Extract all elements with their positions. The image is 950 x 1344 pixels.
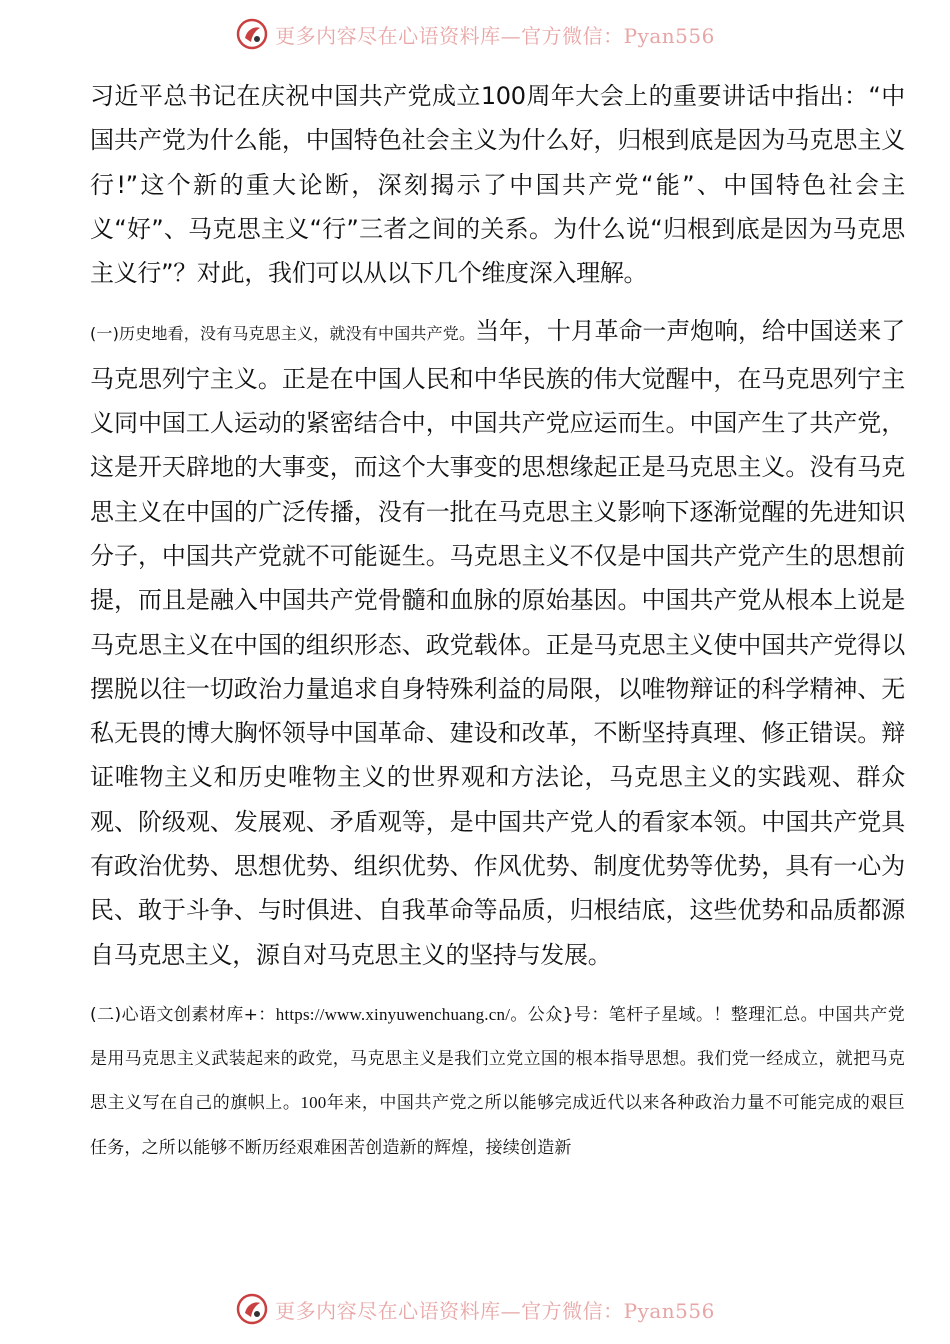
source-url-link: https://www.xinyuwenchuang.cn/ [275,1004,511,1024]
paragraph-theory-rest: 年来，中国共产党之所以能够完成近代以来各种政治力量不可能完成的艰巨任务，之所以能够不断历经艰难困苦创造新的辉煌，接续创造新 [90,1093,905,1158]
paragraph-theory [90,993,905,1170]
brand-logo-icon [235,1292,269,1326]
document-body [90,74,905,1170]
paragraph-theory-lead: (二)心语文创素材库+： [90,1004,276,1025]
header-banner [0,12,950,56]
brand-logo-icon [235,17,269,51]
footer-banner [0,1287,950,1331]
paragraph-history-body: 当年，十月革命一声炮响，给中国送来了马克思列宁主义。正是在中国人民和中华民族的伟大觉醒中，在马克思列宁主义同中国工人运动的紧密结合中，中国共产党应运而生。中国产生了共产党，这是开天辟地的大事变，而这个大事变的思想缘起正是马克思主义。没有马克思主义在中国的广泛传播，没有一批在马克思主义影响下逐渐觉醒的先进知识分子，中国共产党就不可能诞生。马克思主义不仅是中国共产党产生的思想前提，而且是融入中国共产党骨髓和血脉的原始基因。中国共产党从根本上说是马克思主义在中国的组织形态、政党载体。正是马克思主义使中国共产党得以摆脱以往一切政治力量追求自身特殊利益的局限，以唯物辩证的科学精神、无私无畏的博大胸怀领导中国革命、建设和改革，不断坚持真理、修正错误。辩证唯物主义和历史唯物主义的世界观和方法论，马克思主义的实践观、群众观、阶级观、发展观、矛盾观等，是中国共产党人的看家本领。中国共产党具有政治优势、思想优势、组织优势、作风优势、制度优势等优势，具有一心为民、敢于斗争、与时俱进、自我革命等品质，归根结底，这些优势和品质都源自马克思主义，源自对马克思主义的坚持与发展。 [90,317,905,969]
paragraph-theory-number: 100 [300,1093,327,1113]
paragraph-intro: 习近平总书记在庆祝中国共产党成立100周年大会上的重要讲话中指出：“中国共产党为什么能，中国特色社会主义为什么好，归根到底是因为马克思主义行!”这个新的重大论断，深刻揭示了中国共产党“能”、中国特色社会主义“好”、马克思主义“行”三者之间的关系。为什么说“归根到底是因为马克思主义行”？对此，我们可以从以下几个维度深入理解。 [90,82,905,288]
footer-banner-text: 更多内容尽在心语资料库—官方微信：Pyan556 [275,1298,715,1323]
header-banner-text: 更多内容尽在心语资料库—官方微信：Pyan556 [275,23,715,48]
paragraph-history-lead: (一)历史地看，没有马克思主义，就没有中国共产党。 [90,324,476,344]
paragraph-history [90,309,905,976]
paragraph-theory-body: 。公众}号：笔杆子星域。！整理汇总。中国共产党是用马克思主义武装起来的政党，马克思主义是我们立党立国的根本指导思想。我们党一经成立，就把马克思主义写在自己的旗帜上。 [90,1004,905,1114]
